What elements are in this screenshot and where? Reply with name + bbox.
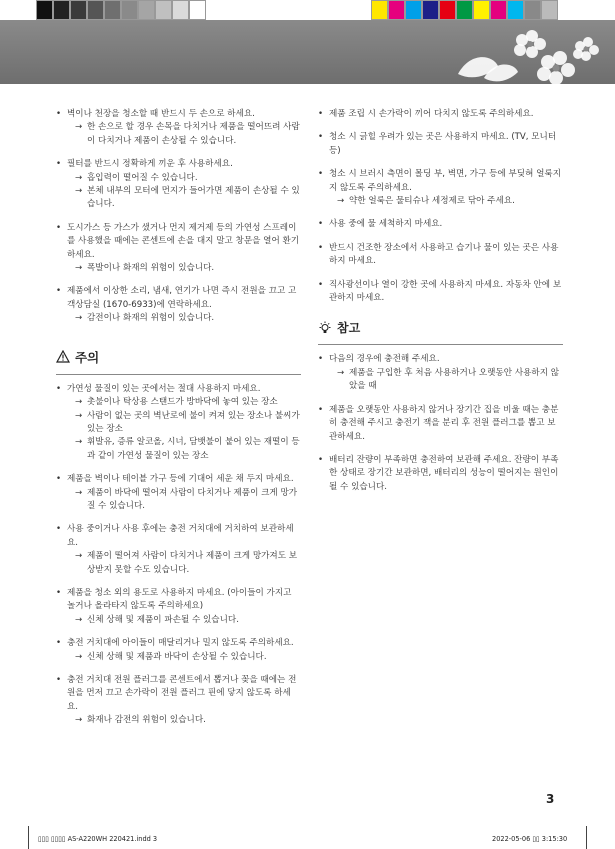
color-swatch-2	[405, 0, 422, 20]
arrow-icon: →	[75, 397, 83, 408]
list-item-text: 제품에서 이상한 소리, 냄새, 연기가 나면 즉시 전원을 끄고 고객상담실 (1670-6933)에 연락하세요.	[67, 286, 297, 310]
list-item-text: 필터를 반드시 정확하게 끼운 후 사용하세요.	[67, 159, 233, 170]
list-item-text: 충전 거치대에 아이들이 매달리거나 밀지 않도록 주의하세요.	[67, 638, 294, 649]
color-swatch-1	[388, 0, 405, 20]
list-item	[318, 404, 563, 444]
list-item-consequence	[67, 714, 301, 727]
consequence-text: 흡입력이 떨어질 수 있습니다.	[87, 172, 198, 183]
consequence-text: 본체 내부의 모터에 먼지가 들어가면 제품이 손상될 수 있습니다.	[87, 186, 300, 210]
consequence-text: 촛불이나 탁상용 스탠드가 방바닥에 놓여 있는 장소	[87, 397, 278, 408]
list-item-consequence	[329, 367, 563, 394]
bullet-icon: •	[56, 109, 62, 119]
list-item	[56, 383, 301, 463]
list-item-consequence	[67, 121, 301, 148]
list-item	[56, 285, 301, 325]
left-column	[56, 108, 301, 738]
bullet-icon: •	[56, 675, 62, 685]
bullet-icon: •	[318, 279, 324, 290]
consequence-text: 사람이 없는 곳의 벽난로에 불이 켜져 있는 장소나 불씨가 있는 장소	[87, 410, 300, 434]
crop-mark-right	[586, 826, 587, 849]
gray-swatch-9	[189, 0, 206, 20]
consequence-text: 감전이나 화재의 위험이 있습니다.	[87, 313, 215, 324]
warning-list	[56, 108, 301, 326]
list-item-text: 배터리 잔량이 부족하면 충전하여 보관해 주세요. 잔량이 부족한 상태로 장기간 보관하면, 배터리의 성능이 떨어지는 원인이 될 수 있습니다.	[329, 454, 559, 492]
arrow-icon: →	[337, 367, 345, 378]
list-item	[318, 218, 563, 231]
caution-list	[56, 383, 301, 728]
arrow-icon: →	[75, 651, 83, 662]
arrow-icon: →	[75, 715, 83, 726]
caution-divider	[56, 374, 301, 375]
list-item-text: 청소 시 긁힐 우려가 있는 곳은 사용하지 마세요. (TV, 모니터 등)	[329, 132, 557, 156]
list-item-text: 다음의 경우에 충전해 주세요.	[329, 354, 440, 365]
arrow-icon: →	[75, 122, 83, 133]
list-item	[56, 473, 301, 513]
bullet-icon: •	[318, 242, 324, 253]
list-item	[318, 131, 563, 158]
list-item	[56, 587, 301, 627]
warning-triangle-icon	[56, 350, 70, 363]
arrow-icon: →	[75, 487, 83, 498]
list-item-text: 사용 중이거나 사용 후에는 충전 거치대에 거치하여 보관하세요.	[67, 524, 294, 548]
right-column	[318, 108, 563, 504]
footer-date-time: 2022-05-06 ▯▯ 3:15:30	[492, 835, 568, 843]
arrow-icon: →	[75, 263, 83, 274]
color-swatch-4	[439, 0, 456, 20]
bullet-icon: •	[56, 286, 62, 297]
list-item-text: 도시가스 등 가스가 샜거나 먼지 제거제 등의 가연성 스프레이를 사용했을 때에는 콘센트에 손을 대지 말고 창문을 열어 환기하세요.	[67, 222, 300, 260]
arrow-icon: →	[337, 196, 345, 207]
consequence-text: 화재나 감전의 위험이 있습니다.	[87, 715, 206, 726]
list-item-consequence	[67, 550, 301, 577]
color-swatch-8	[507, 0, 524, 20]
page-number: 3	[546, 792, 555, 806]
arrow-icon: →	[75, 614, 83, 625]
bullet-icon: •	[318, 454, 324, 465]
list-item	[318, 168, 563, 208]
list-item-consequence	[67, 487, 301, 514]
list-item	[56, 222, 301, 276]
gray-swatch-7	[155, 0, 172, 20]
list-item-consequence	[67, 262, 301, 275]
list-item-consequence	[67, 172, 301, 185]
bullet-icon: •	[56, 587, 62, 598]
gray-swatch-4	[104, 0, 121, 20]
list-item	[56, 158, 301, 212]
list-item	[56, 637, 301, 664]
list-item-text: 제품을 오랫동안 사용하지 않거나 장기간 집을 비울 때는 충분히 충전해 주시고 충전기 잭을 분리 후 전원 플러그를 뽑고 보관하세요.	[329, 404, 559, 442]
arrow-icon: →	[75, 551, 83, 562]
note-title: 참고	[337, 321, 361, 336]
bullet-icon: •	[318, 219, 324, 230]
color-swatch-7	[490, 0, 507, 20]
list-item-text: 충전 거치대 전원 플러그를 콘센트에서 뽑거나 꽂을 때에는 전원을 먼저 끄고 손가락이 전원 플러그 핀에 닿지 않도록 하세요.	[67, 675, 297, 712]
consequence-text: 제품이 바닥에 떨어져 사람이 다치거나 제품이 크게 망가질 수 있습니다.	[87, 487, 298, 511]
bullet-icon: •	[318, 404, 324, 415]
list-item	[318, 242, 563, 269]
consequence-text: 신체 상해 및 제품과 바닥이 손상될 수 있습니다.	[87, 651, 267, 662]
caution-title: 주의	[75, 349, 100, 365]
list-item-text: 제품 조립 시 손가락이 끼어 다치지 않도록 주의하세요.	[329, 109, 534, 119]
gray-swatch-5	[121, 0, 138, 20]
list-item-text: 반드시 건조한 장소에서 사용하고 습기나 물이 있는 곳은 사용하지 마세요.	[329, 242, 559, 267]
bullet-icon: •	[318, 109, 324, 119]
consequence-text: 폭발이나 화재의 위험이 있습니다.	[87, 263, 215, 274]
bullet-icon: •	[56, 383, 62, 394]
list-item-text: 직사광선이나 열이 강한 곳에 사용하지 마세요. 자동차 안에 보관하지 마세요.	[329, 279, 562, 304]
list-item-consequence	[67, 651, 301, 664]
grayscale-registration-bar	[36, 0, 206, 20]
color-swatch-0	[371, 0, 388, 20]
consequence-text: 신체 상해 및 제품이 파손될 수 있습니다.	[87, 614, 239, 625]
gray-swatch-8	[172, 0, 189, 20]
list-item	[56, 674, 301, 728]
arrow-icon: →	[75, 172, 83, 183]
gray-swatch-6	[138, 0, 155, 20]
consequence-text: 약한 얼룩은 물티슈나 세정제로 닦아 주세요.	[349, 196, 515, 207]
bullet-icon: •	[56, 524, 62, 535]
color-swatch-10	[541, 0, 558, 20]
list-item	[318, 279, 563, 306]
note-divider	[318, 344, 563, 345]
list-item-consequence	[67, 614, 301, 627]
bullet-icon: •	[318, 169, 324, 180]
lightbulb-icon	[318, 321, 332, 335]
gray-swatch-3	[87, 0, 104, 20]
color-swatch-3	[422, 0, 439, 20]
caution-heading	[56, 348, 301, 366]
caution-list-continued	[318, 108, 563, 305]
flower-leaf-decoration-icon	[440, 24, 610, 84]
consequence-text: 제품을 구입한 후 처음 사용하거나 오랫동안 사용하지 않았을 때	[349, 367, 560, 392]
list-item-consequence	[67, 185, 301, 212]
list-item	[318, 108, 563, 121]
arrow-icon: →	[75, 186, 83, 197]
footer-file-info: ▯▯▯ ▯▯▯▯ AS-A220WH 220421.indd 3	[38, 835, 158, 843]
list-item-consequence	[67, 436, 301, 463]
bullet-icon: •	[56, 638, 62, 649]
bullet-icon: •	[318, 354, 324, 365]
list-item	[318, 353, 563, 393]
crop-mark-left	[28, 826, 29, 849]
list-item-consequence	[329, 195, 563, 208]
list-item-text: 벽이나 천장을 청소할 때 반드시 두 손으로 하세요.	[67, 109, 255, 119]
list-item-text: 제품을 청소 외의 용도로 사용하지 마세요. (아이들이 가지고 놀거나 올라타지 않도록 주의하세요)	[67, 587, 292, 612]
color-swatch-9	[524, 0, 541, 20]
color-swatch-6	[473, 0, 490, 20]
bullet-icon: •	[318, 132, 324, 143]
list-item	[318, 454, 563, 494]
list-item	[56, 523, 301, 577]
color-swatch-5	[456, 0, 473, 20]
list-item-text: 사용 중에 물 세척하지 마세요.	[329, 219, 443, 230]
list-item-consequence	[67, 396, 301, 409]
list-item	[56, 108, 301, 148]
list-item-text: 가연성 물질이 있는 곳에서는 절대 사용하지 마세요.	[67, 383, 261, 394]
bullet-icon: •	[56, 159, 62, 170]
gray-swatch-2	[70, 0, 87, 20]
color-registration-bar	[371, 0, 558, 20]
list-item-consequence	[67, 312, 301, 325]
note-list	[318, 353, 563, 494]
list-item-text: 제품을 벽이나 테이블 가구 등에 기대어 세운 채 두지 마세요.	[67, 474, 294, 485]
gray-swatch-0	[36, 0, 53, 20]
list-item-consequence	[67, 410, 301, 437]
note-heading	[318, 319, 563, 336]
bullet-icon: •	[56, 222, 62, 233]
arrow-icon: →	[75, 437, 83, 448]
list-item-text: 청소 시 브러시 측면이 몰딩 부, 벽면, 가구 등에 부딪혀 얼룩지지 않도록 주의하세요.	[329, 169, 562, 193]
gray-swatch-1	[53, 0, 70, 20]
consequence-text: 휘발유, 증류 알코올, 시너, 담뱃불이 붙어 있는 재떨이 등과 같이 가연성 물질이 있는 장소	[87, 437, 300, 461]
arrow-icon: →	[75, 313, 83, 324]
bullet-icon: •	[56, 474, 62, 485]
consequence-text: 제품이 떨어져 사람이 다치거나 제품이 크게 망가져도 보상받지 못할 수도 있습니다.	[87, 551, 298, 575]
arrow-icon: →	[75, 410, 83, 421]
consequence-text: 한 손으로 할 경우 손목을 다치거나 제품을 떨어뜨려 사람이 다치거나 제품이 손상될 수 있습니다.	[87, 122, 300, 146]
